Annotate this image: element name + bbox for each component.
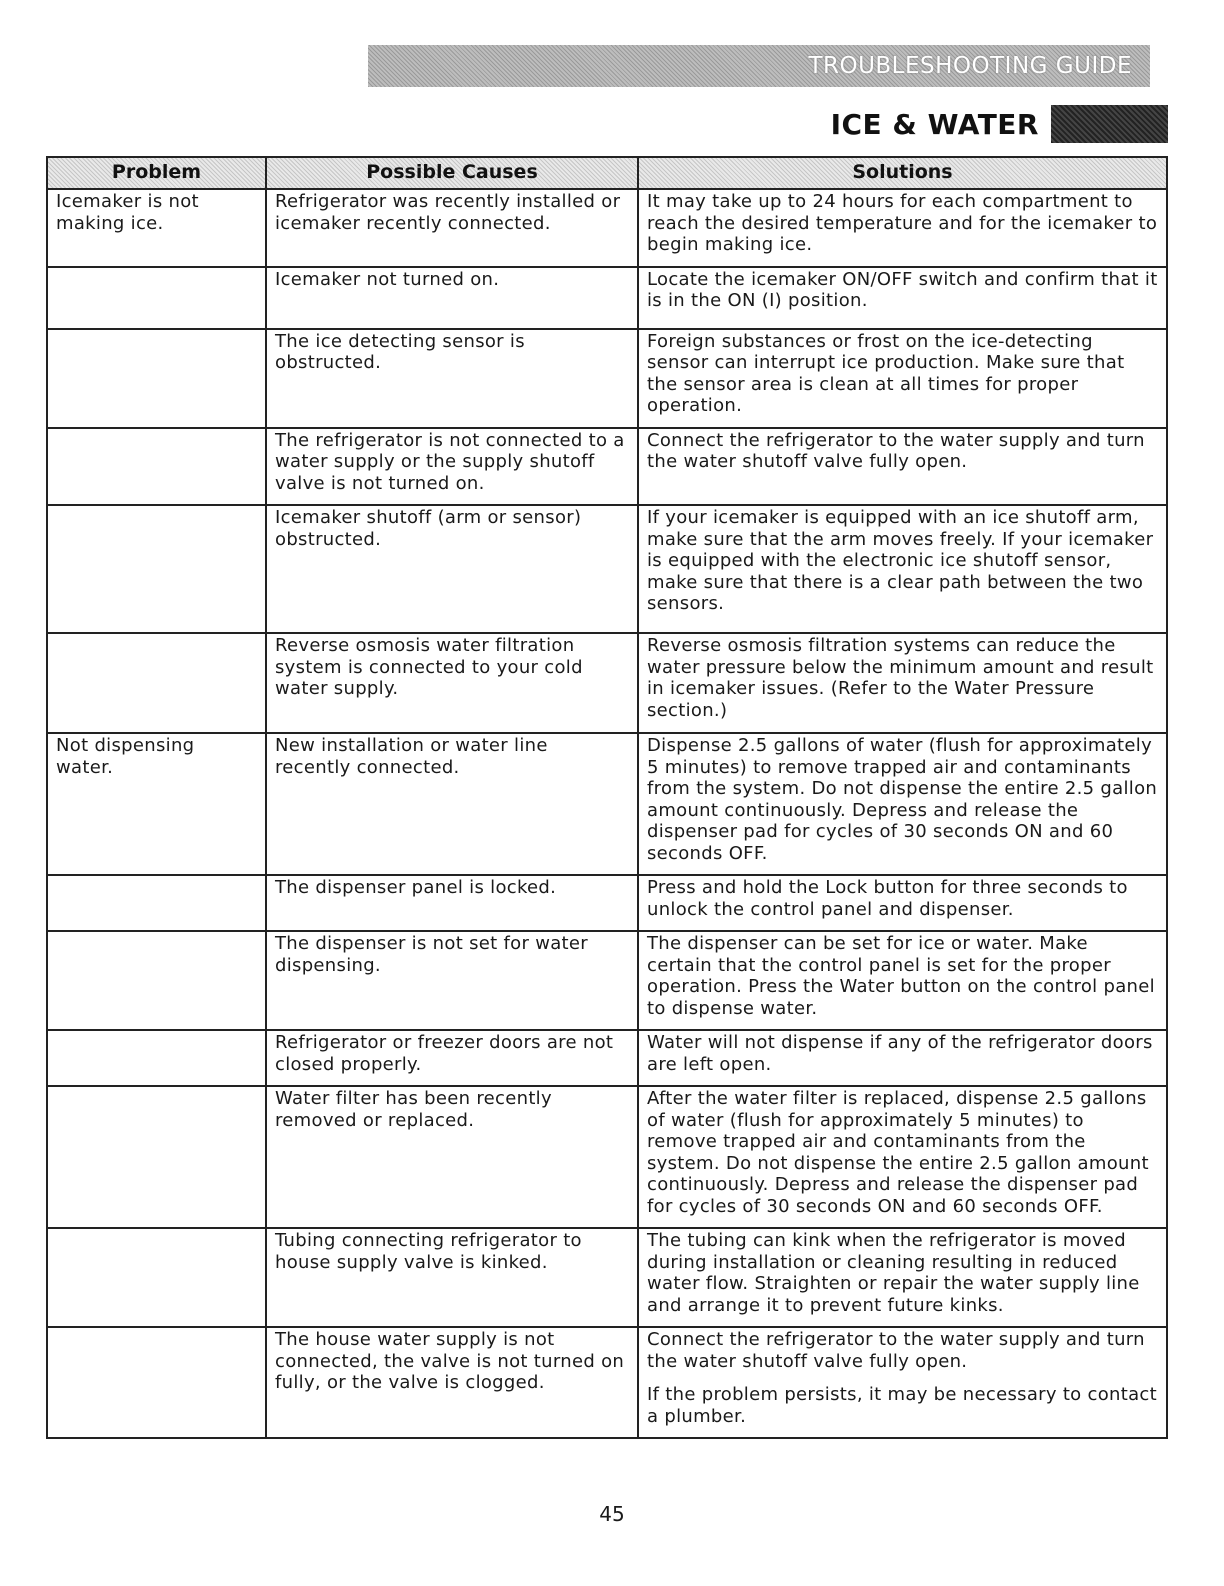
problem-cell: Icemaker is not making ice. [47,189,266,267]
column-header-causes: Possible Causes [266,157,638,189]
problem-cell-continued [47,505,266,633]
table-row [47,931,1167,1030]
cause-cell: The house water supply is not connected, the valve is not turned on fully, or the valve is clogged. [266,1327,638,1438]
problem-cell: Not dispensing water. [47,733,266,875]
table-row [47,733,1167,875]
section-title: ICE & WATER [830,107,1039,141]
solution-cell: Foreign substances or frost on the ice-detecting sensor can interrupt ice production. Make sure that the sensor area is clean at all times for proper operation. [638,329,1167,428]
table-row [47,875,1167,931]
page-number: 45 [599,1502,625,1526]
cause-cell: The ice detecting sensor is obstructed. [266,329,638,428]
solution-cell: It may take up to 24 hours for each compartment to reach the desired temperature and for the icemaker to begin making ice. [638,189,1167,267]
table-row [47,329,1167,428]
table-row [47,1030,1167,1086]
solution-cell: The dispenser can be set for ice or water. Make certain that the control panel is set for the proper operation. Press the Water button on the control panel to dispense water. [638,931,1167,1030]
cause-cell: Tubing connecting refrigerator to house supply valve is kinked. [266,1228,638,1327]
solution-cell: Press and hold the Lock button for three seconds to unlock the control panel and dispenser. [638,875,1167,931]
table-row [47,1327,1167,1438]
solution-cell: If your icemaker is equipped with an ice shutoff arm, make sure that the arm moves freely. If your icemaker is equipped with the electronic ice shutoff sensor, make sure that there is a clear path between the two sensors. [638,505,1167,633]
cause-cell: Icemaker shutoff (arm or sensor) obstructed. [266,505,638,633]
troubleshooting-table [46,156,1168,1439]
problem-cell-continued [47,633,266,733]
problem-cell-continued [47,1228,266,1327]
solution-cell: The tubing can kink when the refrigerator is moved during installation or cleaning resulting in reduced water flow. Straighten or repair the water supply line and arrange it to prevent future kinks. [638,1228,1167,1327]
table-row [47,428,1167,506]
solution-cell: Water will not dispense if any of the refrigerator doors are left open. [638,1030,1167,1086]
problem-cell-continued [47,1086,266,1228]
section-header [831,104,1168,144]
cause-cell: New installation or water line recently connected. [266,733,638,875]
cause-cell: The dispenser panel is locked. [266,875,638,931]
table-row [47,633,1167,733]
cause-cell: The dispenser is not set for water dispensing. [266,931,638,1030]
solution-extra-text: If the problem persists, it may be necessary to contact a plumber. [647,1384,1157,1427]
table-header-row [47,157,1167,189]
section-marker-block [1051,105,1168,143]
problem-cell-continued [47,329,266,428]
section-banner: TROUBLESHOOTING GUIDE [368,45,1150,87]
table-row [47,267,1167,329]
solution-cell: Dispense 2.5 gallons of water (flush for approximately 5 minutes) to remove trapped air and contaminants from the system. Do not dispense the entire 2.5 gallon amount continuously. Depress and release the dispenser pad for cycles of 30 seconds ON and 60 seconds OFF. [638,733,1167,875]
cause-cell: Icemaker not turned on. [266,267,638,329]
solution-cell: After the water filter is replaced, dispense 2.5 gallons of water (flush for approximately 5 minutes) to remove trapped air and contaminants from the system. Do not dispense the entire 2.5 gallon amount continuously. Depress and release the dispenser pad for cycles of 30 seconds ON and 60 seconds OFF. [638,1086,1167,1228]
cause-cell: Refrigerator was recently installed or icemaker recently connected. [266,189,638,267]
column-header-problem: Problem [47,157,266,189]
solution-cell [638,1327,1167,1438]
problem-cell-continued [47,1030,266,1086]
problem-cell-continued [47,267,266,329]
table-row [47,1228,1167,1327]
cause-cell: Refrigerator or freezer doors are not closed properly. [266,1030,638,1086]
problem-cell-continued [47,875,266,931]
problem-cell-continued [47,931,266,1030]
solution-cell: Locate the icemaker ON/OFF switch and confirm that it is in the ON (I) position. [638,267,1167,329]
solution-cell: Reverse osmosis filtration systems can reduce the water pressure below the minimum amount and result in icemaker issues. (Refer to the Water Pressure section.) [638,633,1167,733]
solution-cell: Connect the refrigerator to the water supply and turn the water shutoff valve fully open. [638,428,1167,506]
problem-cell-continued [47,428,266,506]
cause-cell: Water filter has been recently removed or replaced. [266,1086,638,1228]
cause-cell: The refrigerator is not connected to a water supply or the supply shutoff valve is not turned on. [266,428,638,506]
solution-text: Connect the refrigerator to the water supply and turn the water shutoff valve fully open. [647,1329,1145,1372]
table-row [47,505,1167,633]
table-row [47,1086,1167,1228]
problem-cell-continued [47,1327,266,1438]
column-header-solutions: Solutions [638,157,1167,189]
table-row [47,189,1167,267]
cause-cell: Reverse osmosis water filtration system is connected to your cold water supply. [266,633,638,733]
